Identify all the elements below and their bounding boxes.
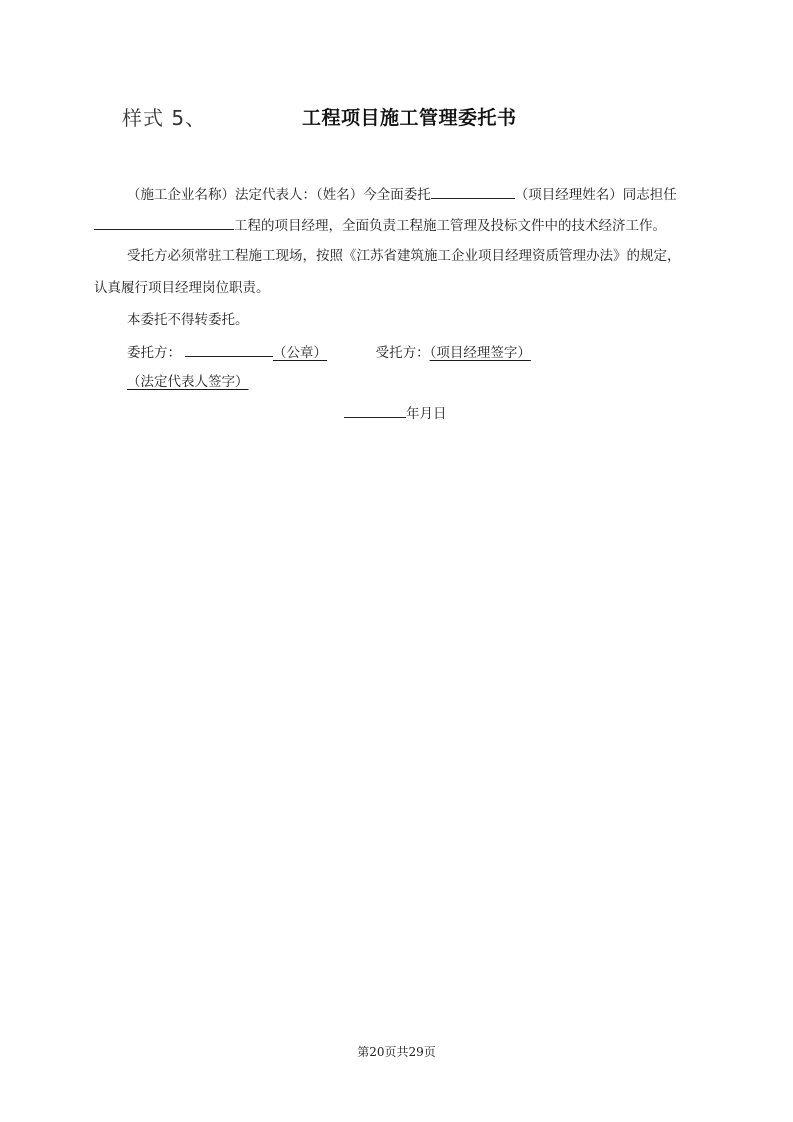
date-row xyxy=(344,403,447,423)
title-row xyxy=(122,102,682,132)
page-number: 第20页共29页 xyxy=(357,1045,436,1059)
principal-seal: （公章） xyxy=(273,345,327,361)
paragraph-2-line-2 xyxy=(94,279,270,297)
manager-name-blank xyxy=(431,184,515,199)
date-blank xyxy=(344,403,406,418)
agent-sign: （项目经理签字） xyxy=(429,345,531,361)
paragraph-1-line-2 xyxy=(94,215,666,235)
date-label: 年月日 xyxy=(406,406,447,422)
paragraph-1-text-b: （项目经理姓名）同志担任 xyxy=(514,187,677,203)
project-name-blank xyxy=(94,215,234,230)
paragraph-2-text: 工程的项目经理，全面负责工程施工管理及投标文件中的技术经济工作。 xyxy=(234,218,666,234)
agent-label: 受托方： xyxy=(375,345,430,361)
principal-label: 委托方： xyxy=(127,345,181,361)
paragraph-1-line-1 xyxy=(127,184,677,204)
principal-blank xyxy=(185,342,273,357)
paragraph-3-line xyxy=(127,311,249,329)
legal-rep-row xyxy=(127,373,249,391)
style-label: 样式 5、 xyxy=(122,106,207,130)
signature-row xyxy=(127,342,531,362)
paragraph-1-text-a: （施工企业名称）法定代表人：（姓名）今全面委托 xyxy=(127,187,431,203)
paragraph-4-text: 本委托不得转委托。 xyxy=(127,312,249,328)
legal-rep-sign: （法定代表人签字） xyxy=(127,374,249,390)
paragraph-3-text-a: 受托方必须常驻工程施工现场，按照《江苏省建筑施工企业项目经理资质管理办法》的规定， xyxy=(127,248,681,264)
paragraph-2-line-1 xyxy=(127,247,681,265)
page-title: 工程项目施工管理委托书 xyxy=(302,107,517,129)
paragraph-3-text-b: 认真履行项目经理岗位职责。 xyxy=(94,280,270,296)
